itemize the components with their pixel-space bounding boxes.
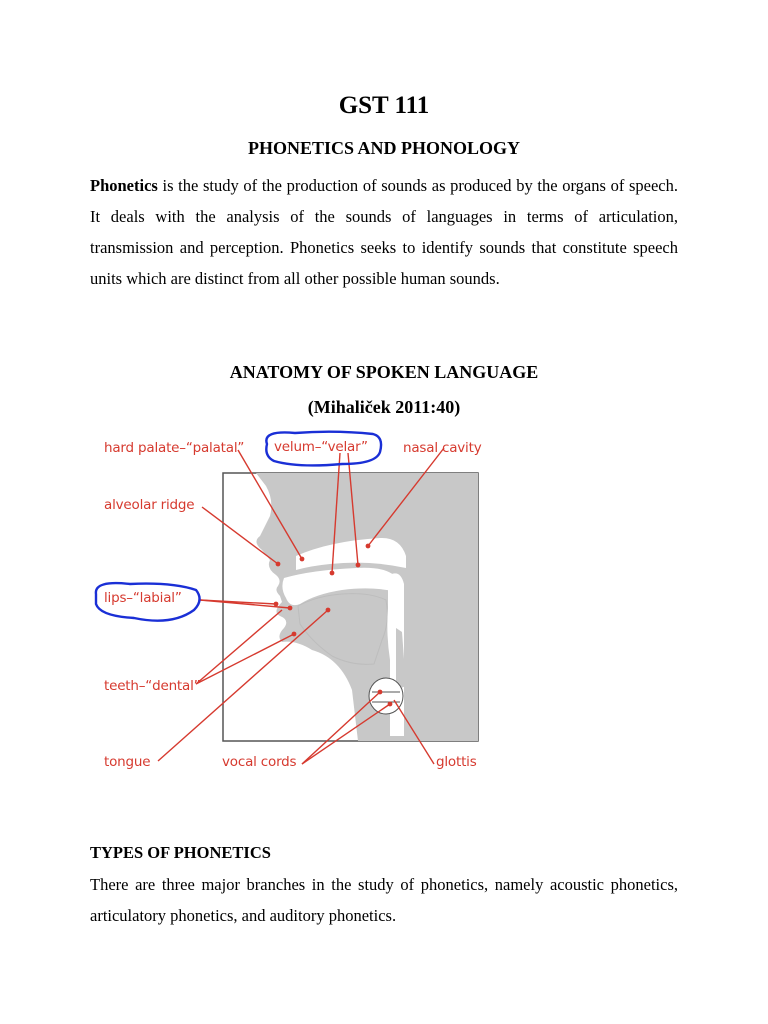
vocal-tract-diagram: [90, 428, 490, 778]
larynx-oval: [369, 678, 403, 714]
types-paragraph: There are three major branches in the study of phonetics, namely acoustic phonetics, articulatory phonetics, and auditory phonetics.: [90, 875, 678, 925]
label-alveolar-ridge: alveolar ridge: [104, 497, 195, 513]
label-velum: velum–“velar”: [274, 439, 368, 455]
label-tongue: tongue: [104, 754, 151, 770]
label-lips: lips–“labial”: [104, 590, 182, 606]
section-title: ANATOMY OF SPOKEN LANGUAGE: [229, 362, 539, 382]
document-title: PHONETICS AND PHONOLOGY: [247, 138, 521, 158]
course-code: GST 111: [338, 92, 430, 119]
section-citation: (Mihaliček 2011:40): [307, 397, 461, 417]
label-teeth: teeth–“dental”: [104, 678, 201, 694]
types-heading: TYPES OF PHONETICS: [90, 843, 271, 862]
intro-text: is the study of the production of sounds as produced by the organs of speech. It deals with the analysis of the sounds of languages in terms of articulation, transmission and perception. Phonetics seeks to identify sounds that constitute speech units which are distinct from all other possible human sounds.: [90, 176, 678, 288]
label-glottis: glottis: [436, 754, 477, 770]
label-vocal-cords: vocal cords: [222, 754, 297, 770]
label-nasal-cavity: nasal cavity: [403, 440, 482, 456]
label-hard-palate: hard palate–“palatal”: [104, 440, 245, 456]
intro-paragraph: [90, 170, 678, 294]
intro-term: Phonetics: [90, 176, 158, 195]
